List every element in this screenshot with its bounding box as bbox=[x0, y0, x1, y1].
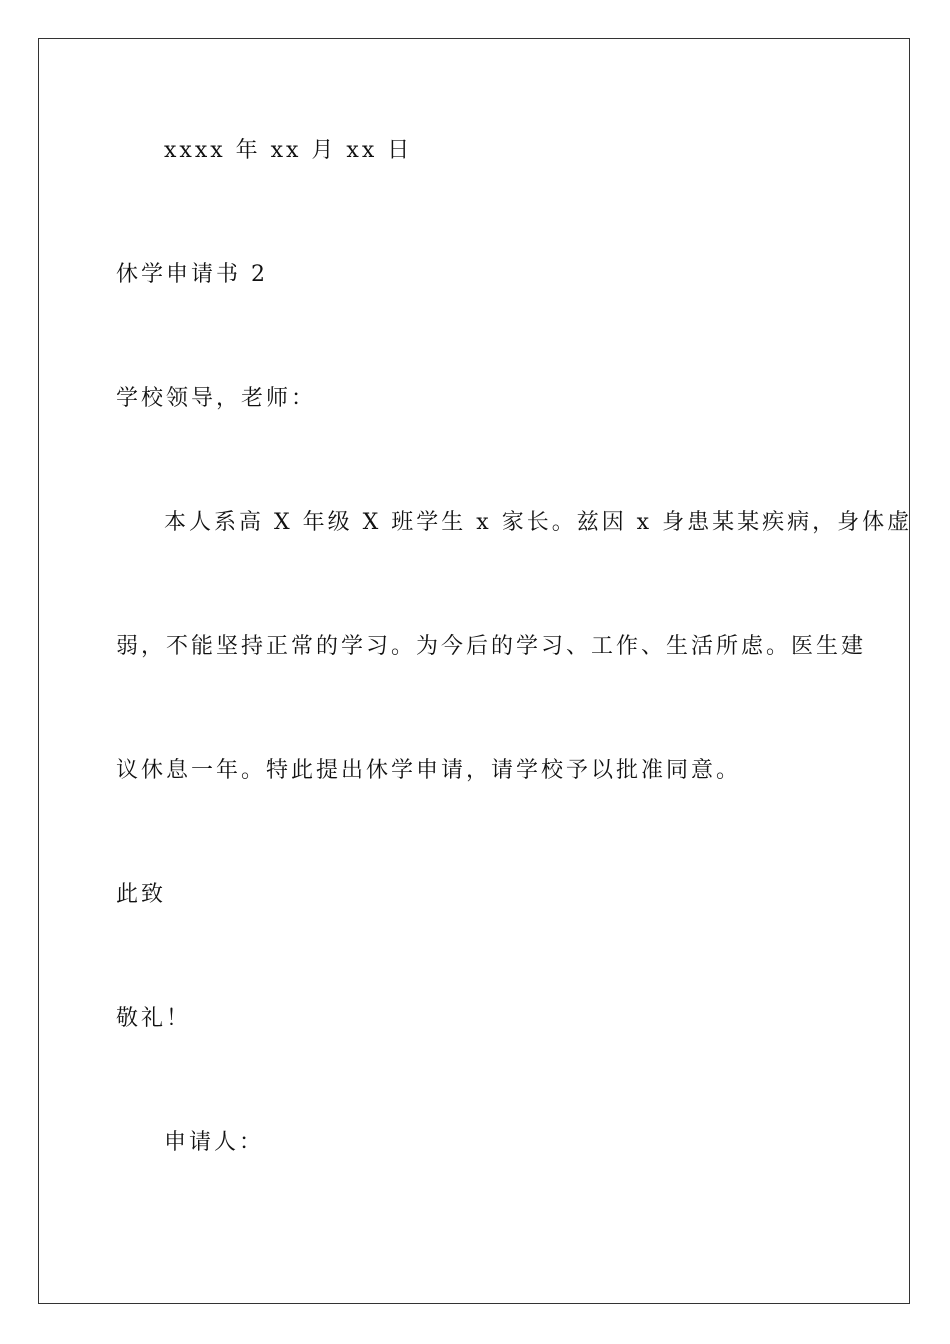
closing-salute: 敬礼！ bbox=[116, 1006, 192, 1031]
signature-label: 申请人： bbox=[164, 1130, 265, 1155]
date-line: xxxx 年 xx 月 xx 日 bbox=[164, 138, 413, 163]
body-line: 本人系高 X 年级 X 班学生 x 家长。兹因 x 身患某某疾病，身体虚 bbox=[164, 510, 913, 535]
document-title: 休学申请书 2 bbox=[116, 262, 268, 287]
closing-phrase: 此致 bbox=[116, 882, 167, 907]
page-frame bbox=[38, 38, 913, 1304]
body-line: 弱，不能坚持正常的学习。为今后的学习、工作、生活所虑。医生建 bbox=[116, 634, 867, 659]
body-line: 议休息一年。特此提出休学申请，请学校予以批准同意。 bbox=[116, 758, 742, 783]
salutation: 学校领导，老师： bbox=[116, 386, 317, 411]
